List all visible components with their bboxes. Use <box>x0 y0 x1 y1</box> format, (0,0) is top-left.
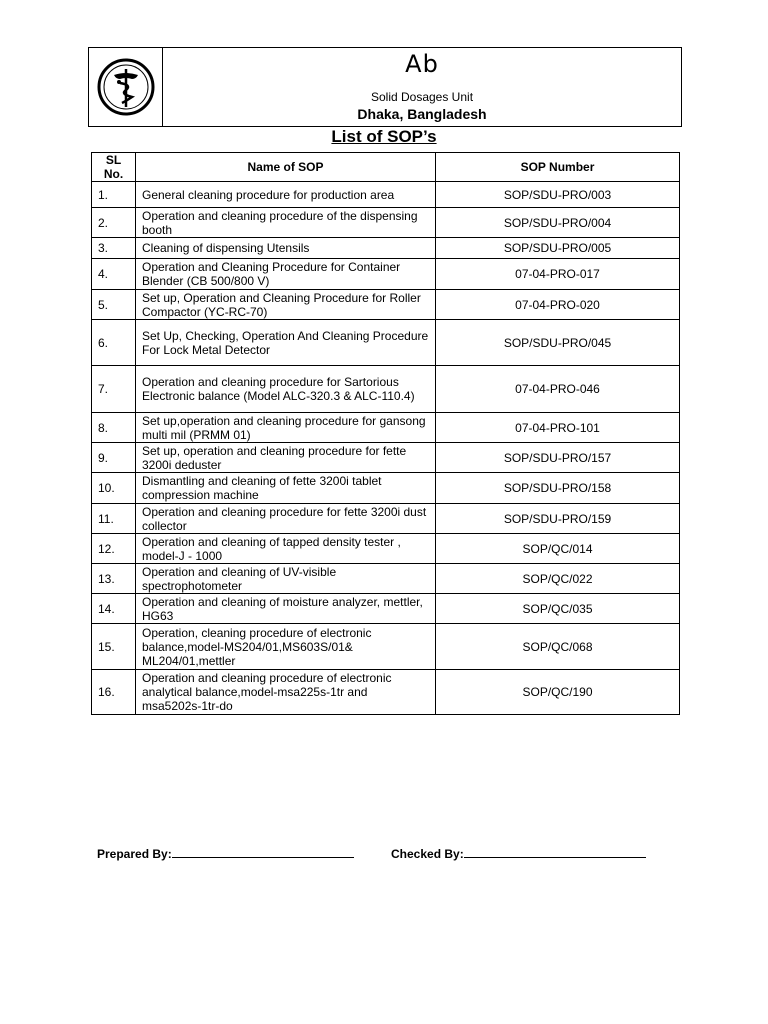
sl-cell: 6. <box>92 320 136 366</box>
sop-number-cell: SOP/QC/022 <box>436 564 680 594</box>
table-row <box>92 443 680 473</box>
sop-number-cell: SOP/SDU-PRO/157 <box>436 443 680 473</box>
sop-name-cell: Set up, operation and cleaning procedure for fette 3200i deduster <box>136 443 436 473</box>
table-row <box>92 182 680 208</box>
prepared-by-label: Prepared By: <box>97 847 172 861</box>
document-header <box>88 47 682 127</box>
table-row <box>92 290 680 320</box>
sop-name-cell: General cleaning procedure for production area <box>136 182 436 208</box>
sl-cell: 16. <box>92 670 136 715</box>
table-row <box>92 534 680 564</box>
sl-cell: 11. <box>92 504 136 534</box>
sop-name-cell: Operation, cleaning procedure of electronic balance,model-MS204/01,MS603S/01& ML204/01,mettler <box>136 624 436 670</box>
table-row <box>92 320 680 366</box>
table-row <box>92 238 680 259</box>
table-row <box>92 473 680 504</box>
document-title: List of SOP’s <box>331 127 437 146</box>
sl-cell: 10. <box>92 473 136 504</box>
sop-number-cell: SOP/SDU-PRO/005 <box>436 238 680 259</box>
sl-cell: 13. <box>92 564 136 594</box>
sop-name-cell: Operation and cleaning procedure of the dispensing booth <box>136 208 436 238</box>
sop-name-cell: Operation and cleaning procedure of electronic analytical balance,model-msa225s-1tr and msa5202s-1tr-do <box>136 670 436 715</box>
column-header-sl: SL No. <box>92 153 136 182</box>
prepared-by <box>97 845 354 861</box>
column-header-name: Name of SOP <box>136 153 436 182</box>
table-row <box>92 366 680 413</box>
company-name: Ab <box>405 50 439 78</box>
sl-cell: 7. <box>92 366 136 413</box>
sl-cell: 9. <box>92 443 136 473</box>
sop-number-cell: 07-04-PRO-046 <box>436 366 680 413</box>
header-title-cell <box>163 48 681 126</box>
sop-name-cell: Set Up, Checking, Operation And Cleaning Procedure For Lock Metal Detector <box>136 320 436 366</box>
sop-number-cell: 07-04-PRO-020 <box>436 290 680 320</box>
sop-name-cell: Cleaning of dispensing Utensils <box>136 238 436 259</box>
table-row <box>92 413 680 443</box>
sop-name-cell: Operation and cleaning of UV-visible spectrophotometer <box>136 564 436 594</box>
sop-number-cell: SOP/QC/014 <box>436 534 680 564</box>
sop-number-cell: SOP/QC/190 <box>436 670 680 715</box>
table-row <box>92 670 680 715</box>
sop-number-cell: 07-04-PRO-017 <box>436 259 680 290</box>
sop-number-cell: SOP/SDU-PRO/045 <box>436 320 680 366</box>
checked-by-label: Checked By: <box>391 847 464 861</box>
sop-number-cell: SOP/QC/068 <box>436 624 680 670</box>
table-row <box>92 208 680 238</box>
column-header-number: SOP Number <box>436 153 680 182</box>
location: Dhaka, Bangladesh <box>357 106 487 122</box>
sl-cell: 12. <box>92 534 136 564</box>
sl-cell: 1. <box>92 182 136 208</box>
table-row <box>92 564 680 594</box>
sop-number-cell: SOP/SDU-PRO/003 <box>436 182 680 208</box>
sop-name-cell: Set up,operation and cleaning procedure for gansong multi mil (PRMM 01) <box>136 413 436 443</box>
sop-name-cell: Operation and cleaning procedure for fette 3200i dust collector <box>136 504 436 534</box>
logo-cell <box>89 48 163 126</box>
checked-by-signature-line <box>464 845 646 858</box>
checked-by <box>391 845 646 861</box>
sop-number-cell: 07-04-PRO-101 <box>436 413 680 443</box>
sop-name-cell: Set up, Operation and Cleaning Procedure for Roller Compactor (YC-RC-70) <box>136 290 436 320</box>
sop-name-cell: Operation and cleaning of tapped density tester , model-J - 1000 <box>136 534 436 564</box>
table-row <box>92 594 680 624</box>
sl-cell: 5. <box>92 290 136 320</box>
sop-name-cell: Operation and cleaning procedure for Sartorious Electronic balance (Model ALC-320.3 & ALC-110.4) <box>136 366 436 413</box>
table-header-row <box>92 153 680 182</box>
sop-number-cell: SOP/QC/035 <box>436 594 680 624</box>
sl-cell: 15. <box>92 624 136 670</box>
table-row <box>92 259 680 290</box>
sl-cell: 3. <box>92 238 136 259</box>
sop-name-cell: Operation and Cleaning Procedure for Container Blender (CB 500/800 V) <box>136 259 436 290</box>
sl-cell: 2. <box>92 208 136 238</box>
sop-number-cell: SOP/SDU-PRO/159 <box>436 504 680 534</box>
sl-cell: 14. <box>92 594 136 624</box>
prepared-by-signature-line <box>172 845 354 858</box>
sl-cell: 8. <box>92 413 136 443</box>
sop-number-cell: SOP/SDU-PRO/158 <box>436 473 680 504</box>
sop-table <box>91 152 680 715</box>
sop-name-cell: Operation and cleaning of moisture analyzer, mettler, HG63 <box>136 594 436 624</box>
sop-name-cell: Dismantling and cleaning of fette 3200i tablet compression machine <box>136 473 436 504</box>
unit-name: Solid Dosages Unit <box>370 90 474 104</box>
table-row <box>92 624 680 670</box>
caduceus-seal-icon <box>96 57 156 117</box>
sop-number-cell: SOP/SDU-PRO/004 <box>436 208 680 238</box>
sl-cell: 4. <box>92 259 136 290</box>
table-row <box>92 504 680 534</box>
